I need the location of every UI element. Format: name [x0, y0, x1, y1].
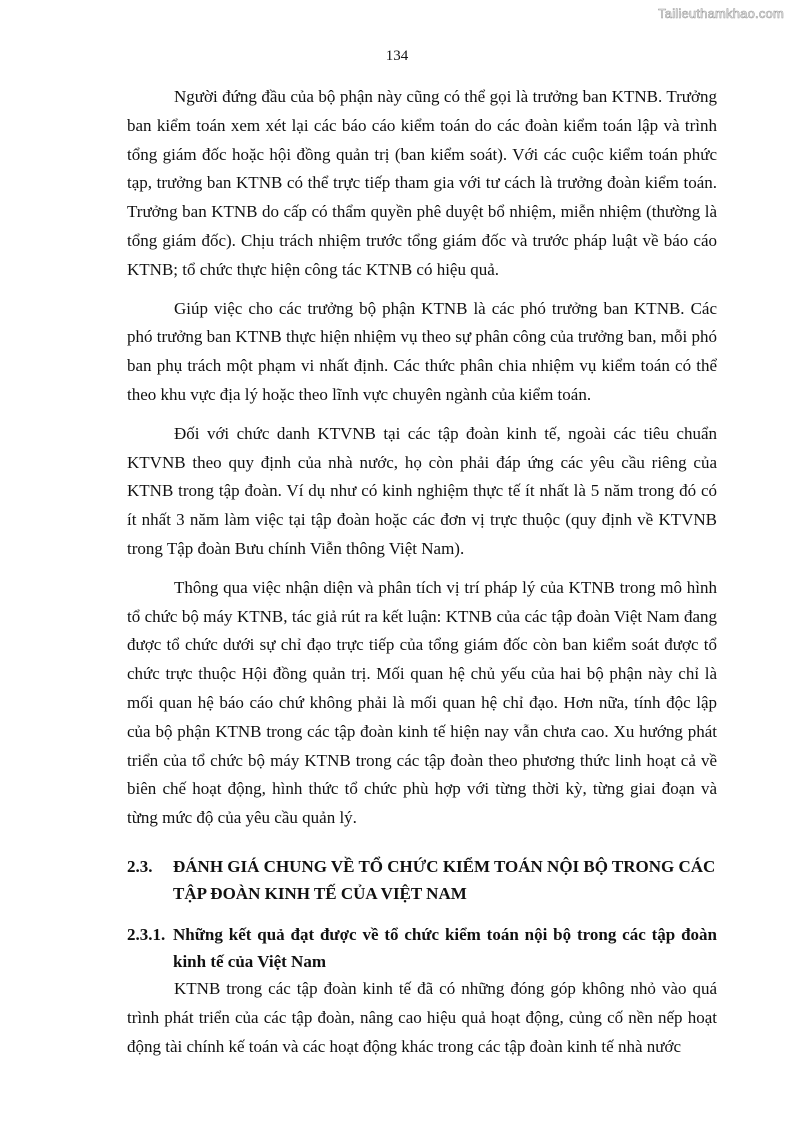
- paragraph-deputy-heads: Giúp việc cho các trưởng bộ phận KTNB là các phó trưởng ban KTNB. Các phó trưởng ban KTNB thực hiện nhiệm vụ theo sự phân công của trưởng ban, mỗi phó ban phụ trách một phạm vi nhất định. Các thức phân chia nhiệm vụ kiểm toán có thể theo khu vực địa lý hoặc theo lĩnh vực chuyên ngành của kiểm toán.: [127, 298, 717, 404]
- subsection-heading: [127, 921, 717, 975]
- section-title: ĐÁNH GIÁ CHUNG VỀ TỔ CHỨC KIỂM TOÁN NỘI BỘ TRONG CÁC TẬP ĐOÀN KINH TẾ CỦA VIỆT NAM: [173, 856, 716, 903]
- page-number: 134: [385, 48, 409, 64]
- document-body: [127, 83, 717, 1071]
- watermark: Tailieuthamkhao.com: [658, 6, 784, 21]
- paragraph-ktvnb-requirements: Đối với chức danh KTVNB tại các tập đoàn kinh tế, ngoài các tiêu chuẩn KTVNB theo quy định của nhà nước, họ còn phải đáp ứng các yêu cầu riêng của KTNB trong tập đoàn. Ví dụ như có kinh nghiệm thực tế ít nhất là 5 năm trong đó có ít nhất 3 năm làm việc tại tập đoàn hoặc các đơn vị trực thuộc (quy định về KTVNB trong Tập đoàn Bưu chính Viễn thông Việt Nam).: [127, 423, 717, 558]
- subsection-number: 2.3.1.: [127, 924, 166, 944]
- section-heading: [127, 853, 717, 907]
- section-number: 2.3.: [127, 856, 153, 876]
- paragraph-conclusion: Thông qua việc nhận diện và phân tích vị trí pháp lý của KTNB trong mô hình tổ chức bộ máy KTNB, tác giả rút ra kết luận: KTNB của các tập đoàn Việt Nam đang được tổ chức dưới sự chỉ đạo trực tiếp của tổng giám đốc còn ban kiểm soát được tổ chức trực thuộc Hội đồng quản trị. Mối quan hệ chủ yếu của hai bộ phận này chỉ là mối quan hệ báo cáo chứ không phải là mối quan hệ chỉ đạo. Hơn nữa, tính độc lập của bộ phận KTNB trong các tập đoàn kinh tế hiện nay vẫn chưa cao. Xu hướng phát triển của tổ chức bộ máy KTNB trong các tập đoàn theo phương thức linh hoạt cả về biên chế hoạt động, hình thức tổ chức phù hợp với từng thời kỳ, từng giai đoạn và từng mức độ của yêu cầu quản lý.: [127, 577, 717, 828]
- paragraph-head-of-ktnb: Người đứng đầu của bộ phận này cũng có thể gọi là trưởng ban KTNB. Trưởng ban kiểm toán xem xét lại các báo cáo kiểm toán do các đoàn kiểm toán lập và trình tổng giám đốc hoặc hội đồng quản trị (ban kiểm soát). Với các cuộc kiểm toán phức tạp, trưởng ban KTNB có thể trực tiếp tham gia với tư cách là trưởng đoàn kiểm toán. Trưởng ban KTNB do cấp có thẩm quyền phê duyệt bổ nhiệm, miễn nhiệm (thường là tổng giám đốc). Chịu trách nhiệm trước tổng giám đốc và trước pháp luật về báo cáo KTNB; tổ chức thực hiện công tác KTNB có hiệu quả.: [127, 87, 717, 279]
- paragraph-achievements: KTNB trong các tập đoàn kinh tế đã có những đóng góp không nhỏ vào quá trình phát triển của các tập đoàn, nâng cao hiệu quả hoạt động, củng cố nền nếp hoạt động tài chính kế toán và các hoạt động khác trong các tập đoàn kinh tế nhà nước: [127, 978, 717, 1056]
- subsection-title: Những kết quả đạt được về tổ chức kiểm toán nội bộ trong các tập đoàn kinh tế của Việt Nam: [173, 924, 717, 971]
